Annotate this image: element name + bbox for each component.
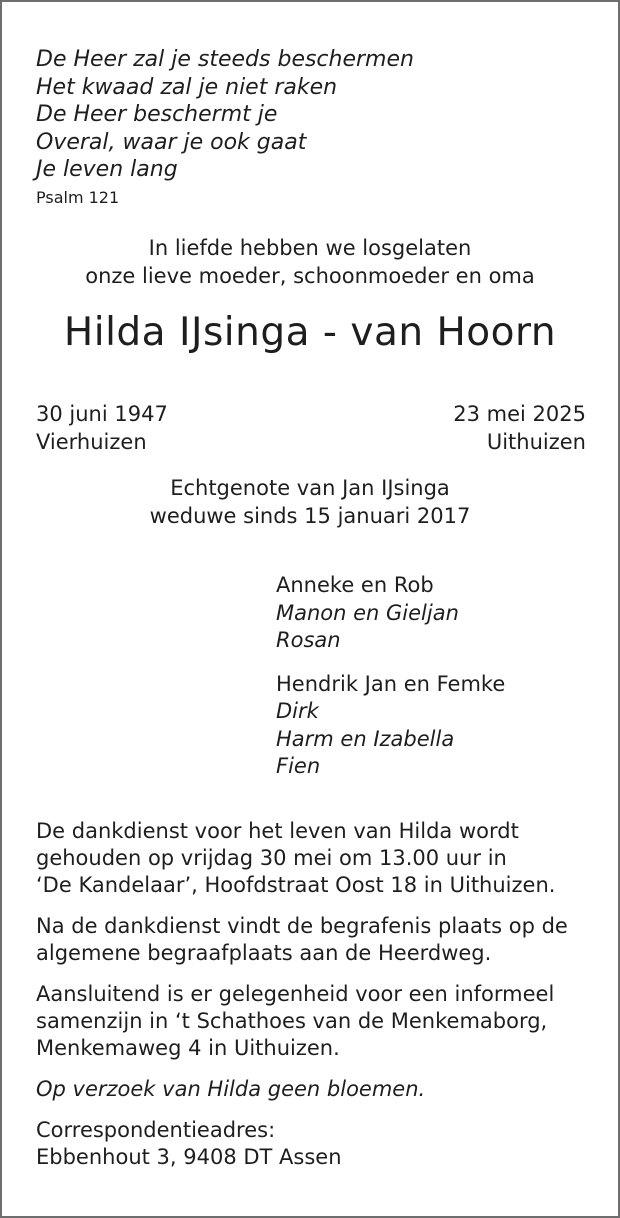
birth-info (36, 400, 168, 456)
family-child: Manon en Gieljan (276, 600, 459, 625)
death-place: Uithuizen (486, 430, 586, 454)
spouse-line: Echtgenote van Jan IJsinga (170, 476, 450, 500)
poem-line: De Heer beschermt je (36, 102, 278, 127)
poem-line: De Heer zal je steeds beschermen (36, 47, 414, 72)
death-info (453, 400, 586, 456)
correspondence-label: Correspondentieadres: (36, 1118, 276, 1142)
details-text (36, 818, 596, 1185)
poem-line: Overal, waar je ook gaat (36, 129, 307, 155)
service-paragraph (36, 818, 596, 899)
service-line: gehouden op vrijdag 30 mei om 13.00 uur in (36, 846, 507, 870)
poem-reference: Psalm 121 (36, 188, 120, 207)
burial-line: algemene begraafplaats aan de Heerdweg. (36, 941, 492, 965)
intro-line: In liefde hebben we losgelaten (148, 236, 472, 260)
family-child: Rosan (276, 628, 341, 652)
poem-line: Je leven lang (36, 157, 178, 182)
widow-line: weduwe sinds 15 januari 2017 (149, 504, 471, 528)
burial-line: Na de dankdienst vindt de begrafenis plaats op de (36, 914, 568, 938)
poem-line: Het kwaad zal je niet raken (36, 74, 338, 100)
spouse-info (2, 474, 618, 530)
family-child: Dirk (276, 699, 319, 723)
intro-text (2, 234, 618, 290)
birth-date: 30 juni 1947 (36, 402, 168, 426)
family-group (276, 572, 505, 655)
correspondence-block (36, 1117, 596, 1171)
burial-paragraph (36, 913, 596, 967)
family-list (276, 572, 505, 797)
family-parents: Anneke en Rob (276, 573, 434, 597)
gathering-line: Menkemaweg 4 in Uithuizen. (36, 1036, 340, 1060)
correspondence-address: Ebbenhout 3, 9408 DT Assen (36, 1145, 342, 1169)
family-parents: Hendrik Jan en Femke (276, 671, 506, 696)
deceased-name: Hilda IJsinga - van Hoorn (63, 310, 557, 355)
family-child: Harm en Izabella (276, 726, 455, 751)
flowers-note: Op verzoek van Hilda geen bloemen. (36, 1077, 426, 1101)
birth-place: Vierhuizen (36, 430, 147, 454)
service-line: ‘De Kandelaar’, Hoofdstraat Oost 18 in Uithuizen. (36, 873, 556, 897)
gathering-paragraph (36, 981, 596, 1062)
family-group (276, 671, 505, 781)
poem (36, 46, 414, 184)
service-line: De dankdienst voor het leven van Hilda wordt (36, 819, 519, 843)
gathering-line: samenzijn in ‘t Schathoes van de Menkemaborg, (36, 1009, 548, 1033)
intro-line: onze lieve moeder, schoonmoeder en oma (85, 264, 535, 288)
death-date: 23 mei 2025 (453, 402, 586, 426)
family-child: Fien (276, 754, 321, 778)
gathering-line: Aansluitend is er gelegenheid voor een informeel (36, 982, 555, 1006)
